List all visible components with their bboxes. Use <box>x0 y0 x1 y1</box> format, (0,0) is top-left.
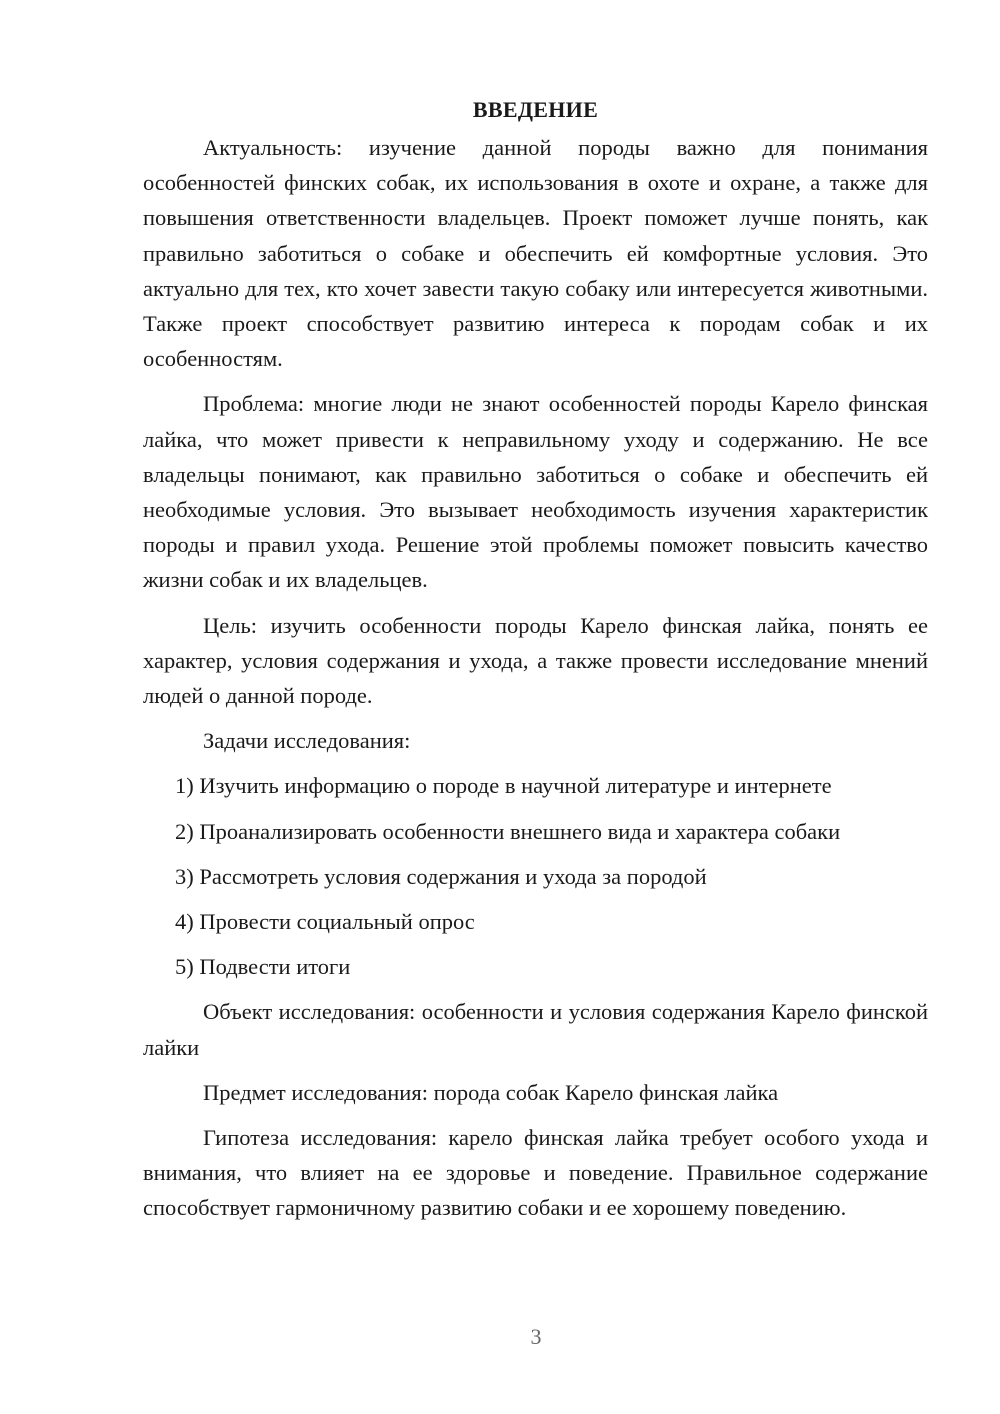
paragraph-hypothesis: Гипотеза исследования: карело финская лайка требует особого ухода и внимания, что влияет на ее здоровье и поведение. Правильное содержание способствует гармоничному развитию собаки и ее хорошему поведению. <box>143 1125 928 1221</box>
paragraph-problem: Проблема: многие люди не знают особенностей породы Карело финская лайка, что может привести к неправильному уходу и содержанию. Не все владельцы понимают, как правильно заботиться о собаке и обеспечить ей необходимые условия. Это вызывает необходимость изучения характеристик породы и правил ухода. Решение этой проблемы поможет повысить качество жизни собак и их владельцев. <box>143 391 928 593</box>
tasks-heading: Задачи исследования: <box>203 728 411 754</box>
document-page <box>143 92 928 1236</box>
paragraph-subject: Предмет исследования: порода собак Карело финская лайка <box>203 1079 779 1105</box>
task-item-1: 1) Изучить информацию о породе в научной литературе и интернете <box>175 773 832 799</box>
section-title: ВВЕДЕНИЕ <box>472 97 599 122</box>
paragraph-object: Объект исследования: особенности и условия содержания Карело финской лайки <box>143 999 928 1060</box>
paragraph-relevance: Актуальность: изучение данной породы важно для понимания особенностей финских собак, их использования в охоте и охране, а также для повышения ответственности владельцев. Проект поможет лучше понять, как правильно заботиться о собаке и обеспечить ей комфортные условия. Это актуально для тех, кто хочет завести такую собаку или интересуется животными. Также проект способствует развитию интереса к породам собак и их особенностям. <box>143 135 928 372</box>
task-item-4: 4) Провести социальный опрос <box>175 909 475 935</box>
paragraph-goal: Цель: изучить особенности породы Карело финская лайка, понять ее характер, условия содержания и ухода, а также провести исследование мнений людей о данной породе. <box>143 612 928 709</box>
task-item-2: 2) Проанализировать особенности внешнего вида и характера собаки <box>175 818 841 844</box>
task-item-3: 3) Рассмотреть условия содержания и ухода за породой <box>175 863 707 889</box>
page-number: 3 <box>530 1324 542 1349</box>
task-item-5: 5) Подвести итоги <box>175 954 351 980</box>
tasks-list <box>143 768 928 984</box>
